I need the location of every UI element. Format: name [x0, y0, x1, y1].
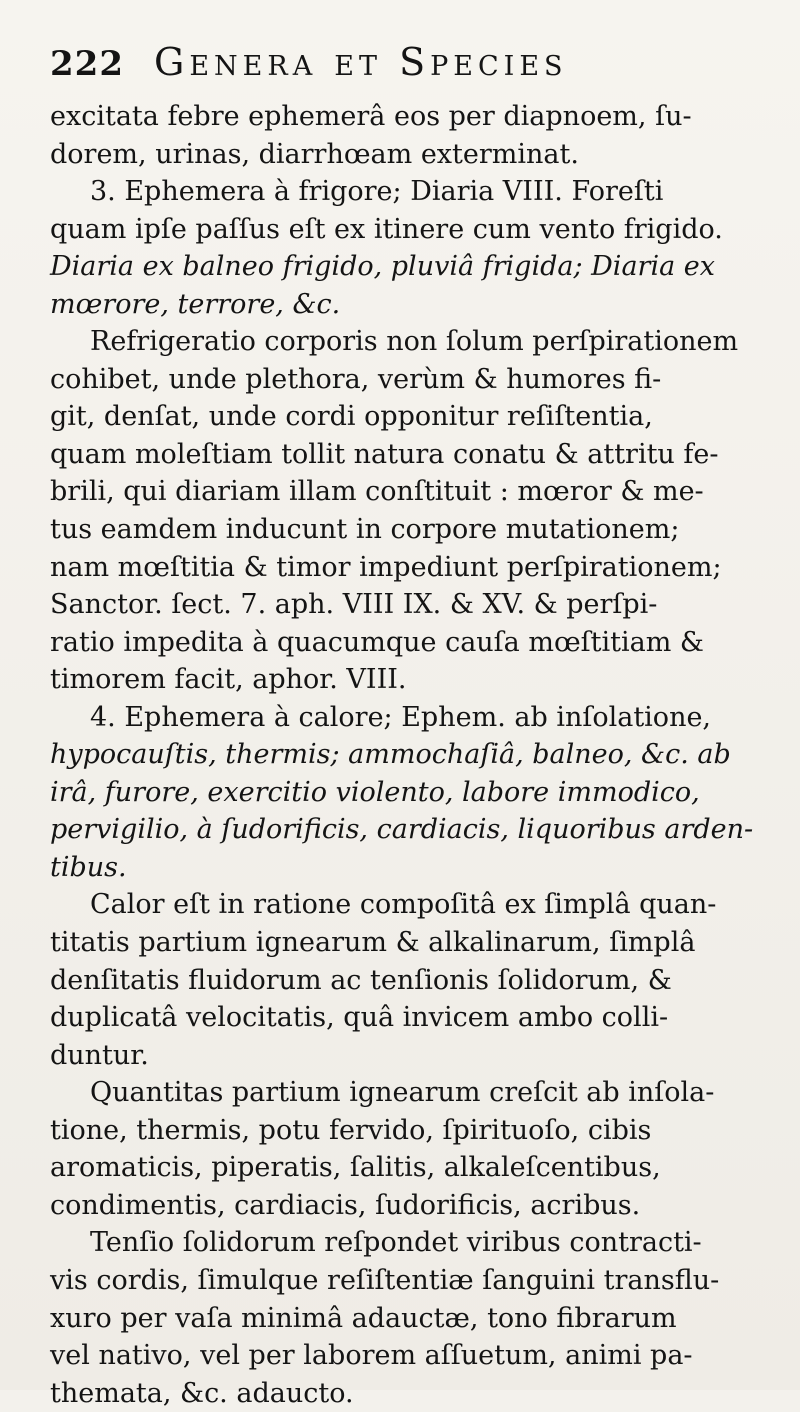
text-line: tibus.: [50, 851, 127, 883]
text-line: denſitatis fluidorum ac tenſionis ſolidorum, &: [50, 964, 672, 996]
text-line: 3. Ephemera à frigore; Diaria VIII. Foreſti: [90, 176, 664, 208]
text-line: quam ipſe paſſus eſt ex itinere cum vento frigido.: [50, 213, 723, 245]
text-line: duntur.: [50, 1039, 149, 1071]
text-line: Quantitas partium ignearum creſcit ab inſola-: [90, 1077, 715, 1109]
text-line: condimentis, cardiacis, ſudorificis, acribus.: [50, 1189, 641, 1221]
text-line: quam moleſtiam tollit natura conatu & attritu fe-: [50, 438, 719, 470]
text-line: xuro per vaſa minimâ adauctæ, tono fibrarum: [50, 1302, 677, 1334]
running-title: Genera et Species: [153, 40, 568, 84]
text-line: dorem, urinas, diarrhœam exterminat.: [50, 138, 579, 170]
text-line: irâ, furore, exercitio violento, labore immodico,: [50, 776, 700, 808]
text-line: titatis partium ignearum & alkalinarum, ſimplâ: [50, 927, 696, 959]
text-line: 4. Ephemera à calore; Ephem. ab inſolatione,: [90, 701, 712, 733]
body-text: [50, 98, 760, 1412]
text-line: duplicatâ velocitatis, quâ invicem ambo colli-: [50, 1002, 669, 1034]
text-line: tione, thermis, potu fervido, ſpirituoſo, cibis: [50, 1114, 652, 1146]
text-line: nam mœſtitia & timor impediunt perſpirationem;: [50, 551, 722, 583]
page-text-block: [50, 40, 760, 1412]
text-line: cohibet, unde plethora, verùm & humores fi-: [50, 363, 662, 395]
text-line: aromaticis, piperatis, ſalitis, alkaleſcentibus,: [50, 1152, 661, 1184]
text-line: pervigilio, à ſudorificis, cardiacis, liquoribus arden-: [50, 814, 754, 846]
text-line: mœrore, terrore, &c.: [50, 288, 341, 320]
text-line: brili, qui diariam illam conſtituit : mœror & me-: [50, 476, 704, 508]
text-line: ratio impedita à quacumque cauſa mœſtitiam &: [50, 626, 704, 658]
text-line: Calor eſt in ratione compoſitâ ex ſimplâ quan-: [90, 889, 717, 921]
page-header: [50, 40, 760, 98]
text-line: Diaria ex balneo frigido, pluviâ frigida; Diaria ex: [50, 251, 715, 283]
text-line: vel nativo, vel per laborem aſſuetum, animi pa-: [50, 1340, 693, 1372]
text-line: vis cordis, ſimulque reſiſtentiæ ſanguini transflu-: [50, 1264, 720, 1296]
text-line: timorem facit, aphor. VIII.: [50, 664, 407, 696]
text-line: excitata febre ephemerâ eos per diapnoem, ſu-: [50, 101, 692, 132]
text-line: themata, &c. adaucto.: [50, 1377, 354, 1409]
text-line: Sanctor. ſect. 7. aph. VIII IX. & XV. & perſpi-: [50, 589, 658, 621]
text-line: hypocauſtis, thermis; ammochaſiâ, balneo, &c. ab: [50, 739, 731, 771]
text-line: git, denſat, unde cordi opponitur reſiſtentia,: [50, 401, 653, 433]
text-line: tus eamdem inducunt in corpore mutationem;: [50, 514, 680, 546]
text-line: Tenſio ſolidorum reſpondet viribus contracti-: [90, 1227, 702, 1259]
page-number: 222: [50, 44, 124, 84]
text-line: Refrigeratio corporis non ſolum perſpirationem: [90, 326, 739, 358]
